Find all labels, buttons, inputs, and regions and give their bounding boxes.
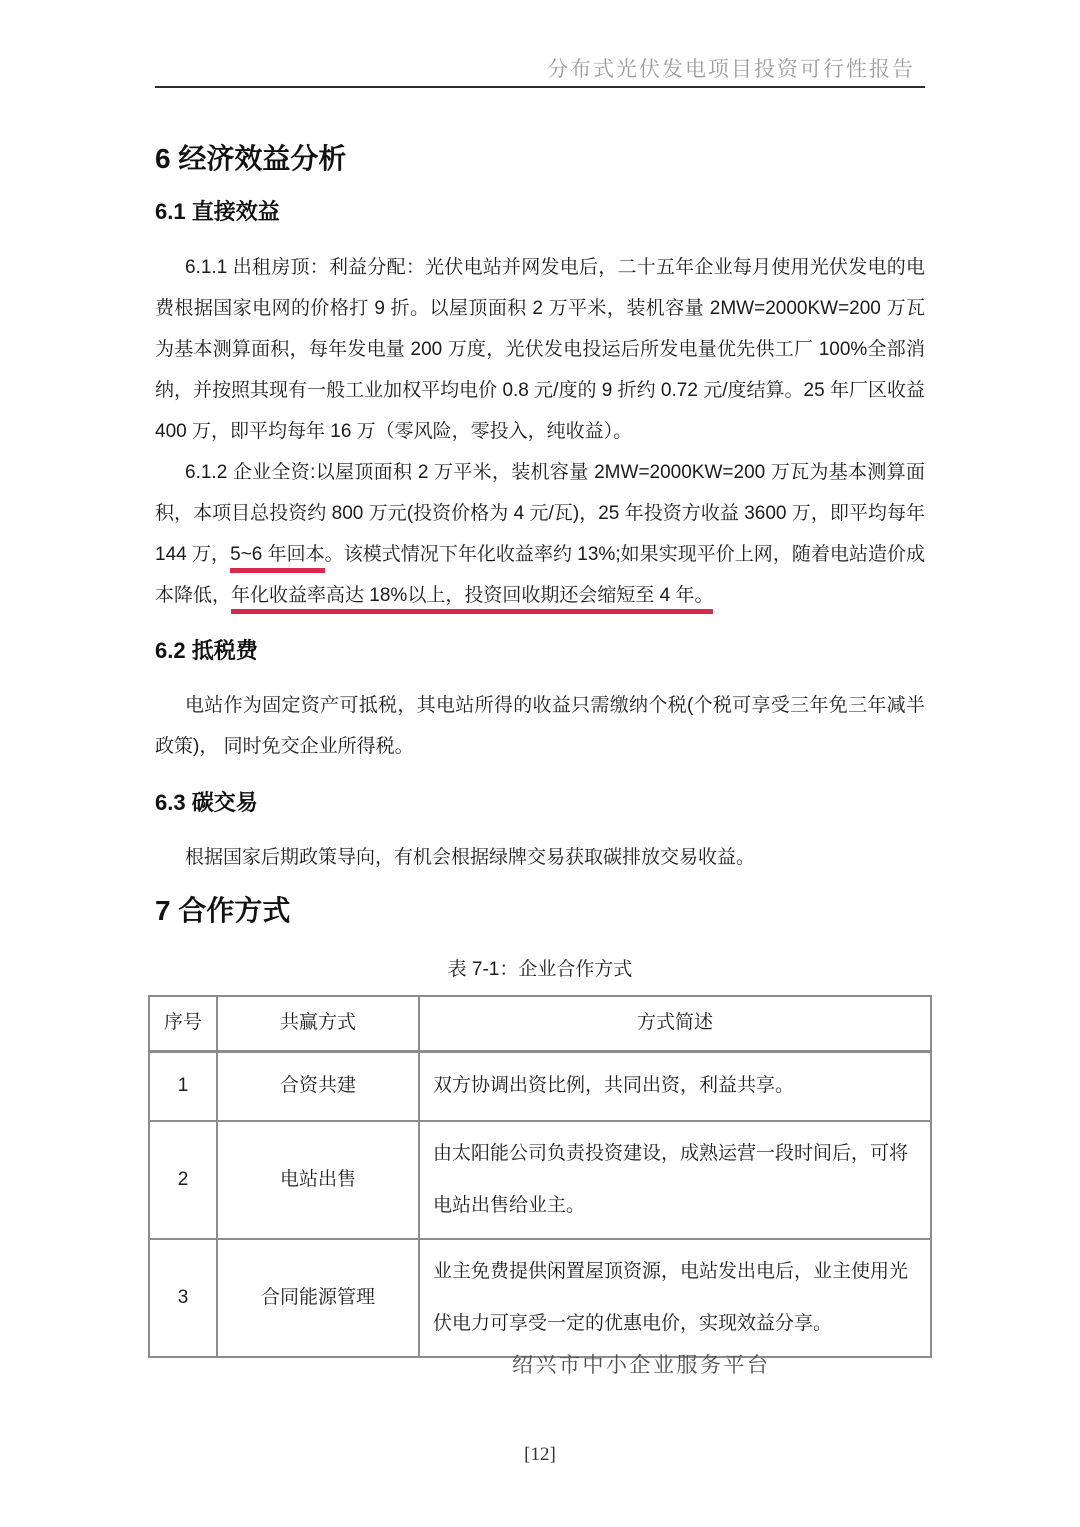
header-rule [155, 86, 925, 88]
cooperation-table [148, 995, 932, 1358]
heading-6-3-carbon-trading: 6.3 碳交易 [155, 790, 258, 815]
heading-6-1-direct-benefit: 6.1 直接效益 [155, 199, 280, 224]
page-header [155, 0, 925, 88]
table-row [149, 1121, 931, 1239]
row-description: 双方协调出资比例，共同出资，利益共享。 [419, 1051, 931, 1121]
row-index: 3 [149, 1239, 217, 1357]
table-header-row [149, 996, 931, 1051]
table-row [149, 1239, 931, 1357]
paragraph-6-3: 根据国家后期政策导向，有机会根据绿牌交易获取碳排放交易收益。 [185, 847, 756, 868]
p612-text-2: 。该模式情况下年化收益率约 13%;如果实现平价上网，随着电站造价成本降低， [155, 544, 925, 606]
p612-underlined-yield: 年化收益率高达 18%以上，投资回收期还会缩短至 4 年。 [231, 585, 713, 614]
row-mode: 合资共建 [217, 1051, 419, 1121]
running-header-title: 分布式光伏发电项目投资可行性报告 [547, 57, 915, 81]
col-header-description: 方式简述 [419, 996, 931, 1051]
col-header-index: 序号 [149, 996, 217, 1051]
p612-underlined-payback: 5~6 年回本 [230, 544, 325, 573]
heading-6-2-tax-offset: 6.2 抵税费 [155, 638, 258, 663]
p612-text-1: 6.1.2 企业全资:以屋顶面积 2 万平米，装机容量 2MW=2000KW=200 万瓦为基本测算面积，本项目总投资约 800 万元(投资价格为 4 元/瓦)，25 年投资方收益 3600 万，即平均每年 144 万， [155, 462, 925, 565]
row-description: 由太阳能公司负责投资建设，成熟运营一段时间后，可将电站出售给业主。 [419, 1121, 931, 1239]
paragraph-6-1-1: 6.1.1 出租房顶：利益分配：光伏电站并网发电后，二十五年企业每月使用光伏发电的电费根据国家电网的价格打 9 折。以屋顶面积 2 万平米，装机容量 2MW=2000KW=200 万瓦为基本测算面积，每年发电量 200 万度，光伏发电投运后所发电量优先供工厂 100%全部消纳，并按照其现有一般工业加权平均电价 0.8 元/度的 9 折约 0.72 元/度结算。25 年厂区收益 400 万，即平均每年 16 万（零风险，零投入，纯收益）。 [155, 257, 925, 442]
row-index: 2 [149, 1121, 217, 1239]
row-description: 业主免费提供闲置屋顶资源，电站发出电后，业主使用光伏电力可享受一定的优惠电价，实现效益分享。 [419, 1239, 931, 1357]
paragraph-6-1-2 [155, 452, 925, 616]
page-number: [12] [524, 1444, 556, 1465]
heading-6-economic-benefit: 6 经济效益分析 [155, 143, 347, 174]
table-caption: 表 7-1：企业合作方式 [447, 959, 633, 980]
paragraph-6-2: 电站作为固定资产可抵税，其电站所得的收益只需缴纳个税(个税可享受三年免三年减半政策)， 同时免交企业所得税。 [155, 695, 925, 757]
site-footer-watermark: 绍兴市中小企业服务平台 [512, 1353, 771, 1377]
col-header-win-win-mode: 共赢方式 [217, 996, 419, 1051]
table-row [149, 1051, 931, 1121]
row-index: 1 [149, 1051, 217, 1121]
row-mode: 合同能源管理 [217, 1239, 419, 1357]
heading-7-cooperation: 7 合作方式 [155, 895, 291, 926]
row-mode: 电站出售 [217, 1121, 419, 1239]
